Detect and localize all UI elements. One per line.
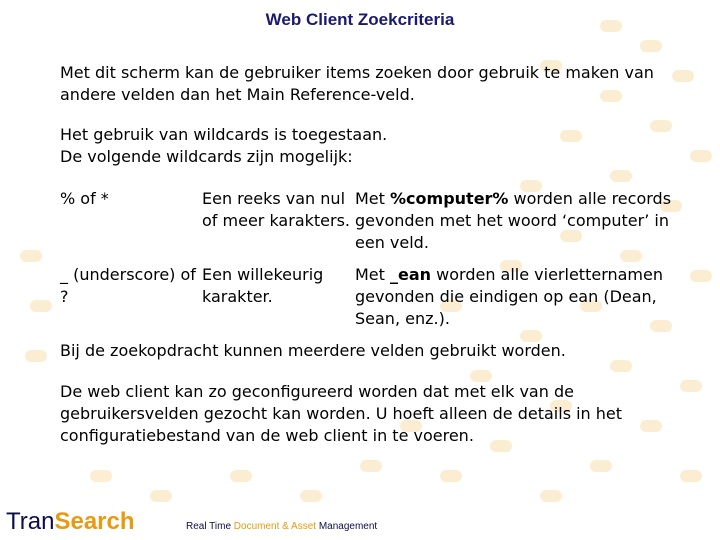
example-prefix: Met [355,265,391,284]
example-keyword: %computer% [390,189,509,208]
example-keyword: _ean [390,265,432,284]
wildcard-symbol: _ (underscore) of ? [60,265,196,306]
footer-tagline [186,521,377,532]
page-title: Web Client Zoekcriteria [265,10,455,29]
wildcards-intro-line-1: Het gebruik van wildcards is toegestaan. [60,125,388,144]
wildcards-intro-line-2: De volgende wildcards zijn mogelijk: [60,147,353,166]
wildcard-symbol: % of * [60,189,109,208]
example-suffix: worden alle records gevonden met het woord ‘computer’ in een veld. [355,189,672,252]
config-paragraph: De web client kan zo geconfigureerd worden dat met elk van de gebruikersvelden gezocht kan worden. U hoeft alleen de details in het configuratiebestand van de web client in te voeren. [60,382,623,445]
wildcards-table [60,188,680,340]
wildcards-intro [60,124,680,168]
multi-field-paragraph: Bij de zoekopdracht kunnen meerdere velden gebruikt worden. [60,341,566,360]
transearch-logo [6,508,135,536]
logo-part-search: Search [54,508,135,535]
wildcard-meaning: Een willekeurig karakter. [202,265,324,306]
table-row [60,264,680,340]
wildcard-meaning: Een reeks van nul of meer karakters. [202,189,350,230]
tagline-part-1: Real Time [186,521,234,532]
table-row [60,188,680,264]
example-suffix: worden alle vierletternamen gevonden die eindigen op ean (Dean, Sean, enz.). [355,265,663,328]
wildcard-example [355,188,680,264]
wildcard-example [355,264,680,340]
logo-part-tran: Tran [6,508,55,535]
intro-paragraph: Met dit scherm kan de gebruiker items zoeken door gebruik te maken van andere velden dan het Main Reference-veld. [60,63,654,104]
tagline-part-3: Management [316,521,378,532]
tagline-part-2: Document & Asset [233,521,317,532]
example-prefix: Met [355,189,391,208]
